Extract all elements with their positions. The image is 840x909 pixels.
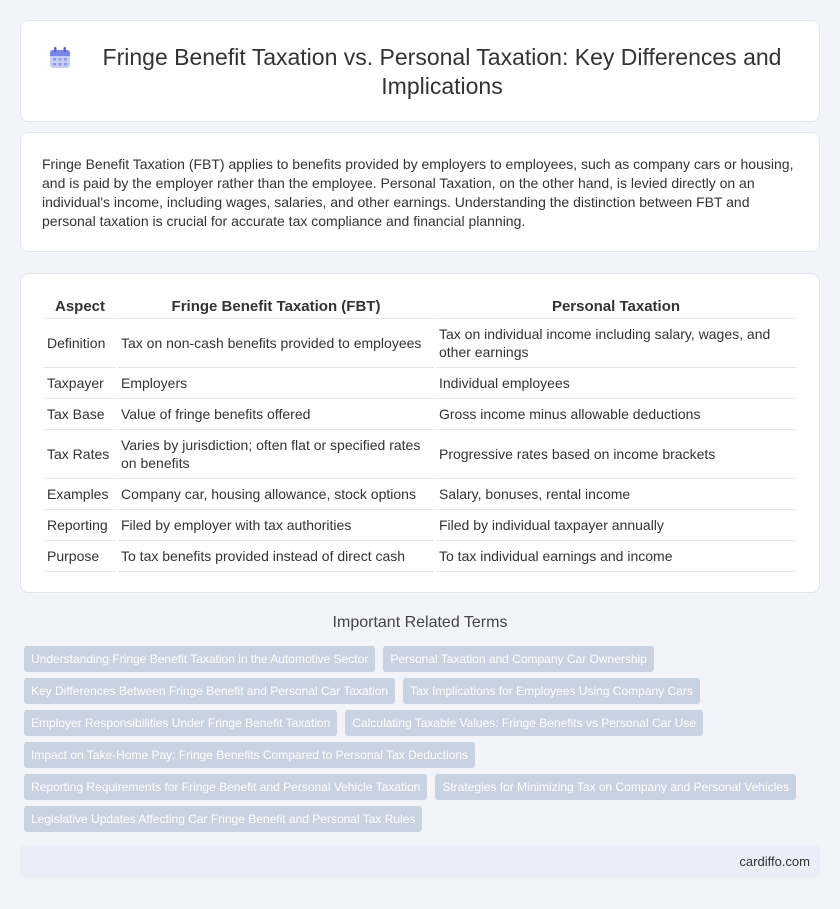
related-term-tag[interactable]: Reporting Requirements for Fringe Benefit and Personal Vehicle Taxation	[24, 774, 427, 800]
cell-aspect: Taxpayer	[44, 368, 116, 399]
table-header-row	[44, 296, 796, 319]
header-personal: Personal Taxation	[436, 296, 796, 319]
cell-fbt: To tax benefits provided instead of direct cash	[118, 541, 434, 572]
intro-card	[20, 132, 820, 252]
footer-site-link[interactable]: cardiffo.com	[739, 854, 810, 869]
table-row	[44, 399, 796, 430]
related-term-tag[interactable]: Calculating Taxable Values: Fringe Benefits vs Personal Car Use	[345, 710, 703, 736]
cell-aspect: Tax Base	[44, 399, 116, 430]
cell-aspect: Tax Rates	[44, 430, 116, 479]
cell-aspect: Examples	[44, 479, 116, 510]
related-terms-heading: Important Related Terms	[332, 614, 508, 631]
header-fbt: Fringe Benefit Taxation (FBT)	[118, 296, 434, 319]
cell-fbt: Company car, housing allowance, stock options	[118, 479, 434, 510]
cell-personal: Individual employees	[436, 368, 796, 399]
cell-personal: Gross income minus allowable deductions	[436, 399, 796, 430]
cell-fbt: Value of fringe benefits offered	[118, 399, 434, 430]
table-row	[44, 541, 796, 572]
related-term-tag[interactable]: Strategies for Minimizing Tax on Company and Personal Vehicles	[435, 774, 796, 800]
cell-personal: Tax on individual income including salary, wages, and other earnings	[436, 319, 796, 368]
comparison-card	[20, 273, 820, 593]
cell-aspect: Definition	[44, 319, 116, 368]
table-row	[44, 479, 796, 510]
cell-personal: Progressive rates based on income brackets	[436, 430, 796, 479]
related-term-tag[interactable]: Key Differences Between Fringe Benefit and Personal Car Taxation	[24, 678, 395, 704]
title-card	[20, 20, 820, 122]
related-term-tag[interactable]: Tax Implications for Employees Using Company Cars	[403, 678, 700, 704]
intro-paragraph: Fringe Benefit Taxation (FBT) applies to benefits provided by employers to employees, such as company cars or housing, and is paid by the employer rather than the employee. Personal Taxation, on the other hand, is levied directly on an individual's income, including wages, salaries, and other earnings. Understanding the distinction between FBT and personal taxation is crucial for accurate tax compliance and financial planning.	[42, 156, 794, 229]
related-term-tag[interactable]: Personal Taxation and Company Car Ownership	[383, 646, 654, 672]
related-term-tag[interactable]: Legislative Updates Affecting Car Fringe Benefit and Personal Tax Rules	[24, 806, 422, 832]
table-row	[44, 510, 796, 541]
cell-aspect: Purpose	[44, 541, 116, 572]
cell-personal: Salary, bonuses, rental income	[436, 479, 796, 510]
table-row	[44, 430, 796, 479]
header-aspect: Aspect	[44, 296, 116, 319]
comparison-table	[42, 296, 798, 572]
page-title: Fringe Benefit Taxation vs. Personal Taxation: Key Differences and Implications	[102, 44, 782, 99]
related-term-tag[interactable]: Employer Responsibilities Under Fringe Benefit Taxation	[24, 710, 337, 736]
cell-personal: Filed by individual taxpayer annually	[436, 510, 796, 541]
cell-fbt: Filed by employer with tax authorities	[118, 510, 434, 541]
related-terms-list	[24, 646, 820, 838]
footer	[20, 846, 820, 878]
table-row	[44, 368, 796, 399]
cell-personal: To tax individual earnings and income	[436, 541, 796, 572]
cell-aspect: Reporting	[44, 510, 116, 541]
related-term-tag[interactable]: Impact on Take-Home Pay: Fringe Benefits Compared to Personal Tax Deductions	[24, 742, 475, 768]
cell-fbt: Varies by jurisdiction; often flat or specified rates on benefits	[118, 430, 434, 479]
cell-fbt: Employers	[118, 368, 434, 399]
cell-fbt: Tax on non-cash benefits provided to employees	[118, 319, 434, 368]
table-row	[44, 319, 796, 368]
related-term-tag[interactable]: Understanding Fringe Benefit Taxation in the Automotive Sector	[24, 646, 375, 672]
